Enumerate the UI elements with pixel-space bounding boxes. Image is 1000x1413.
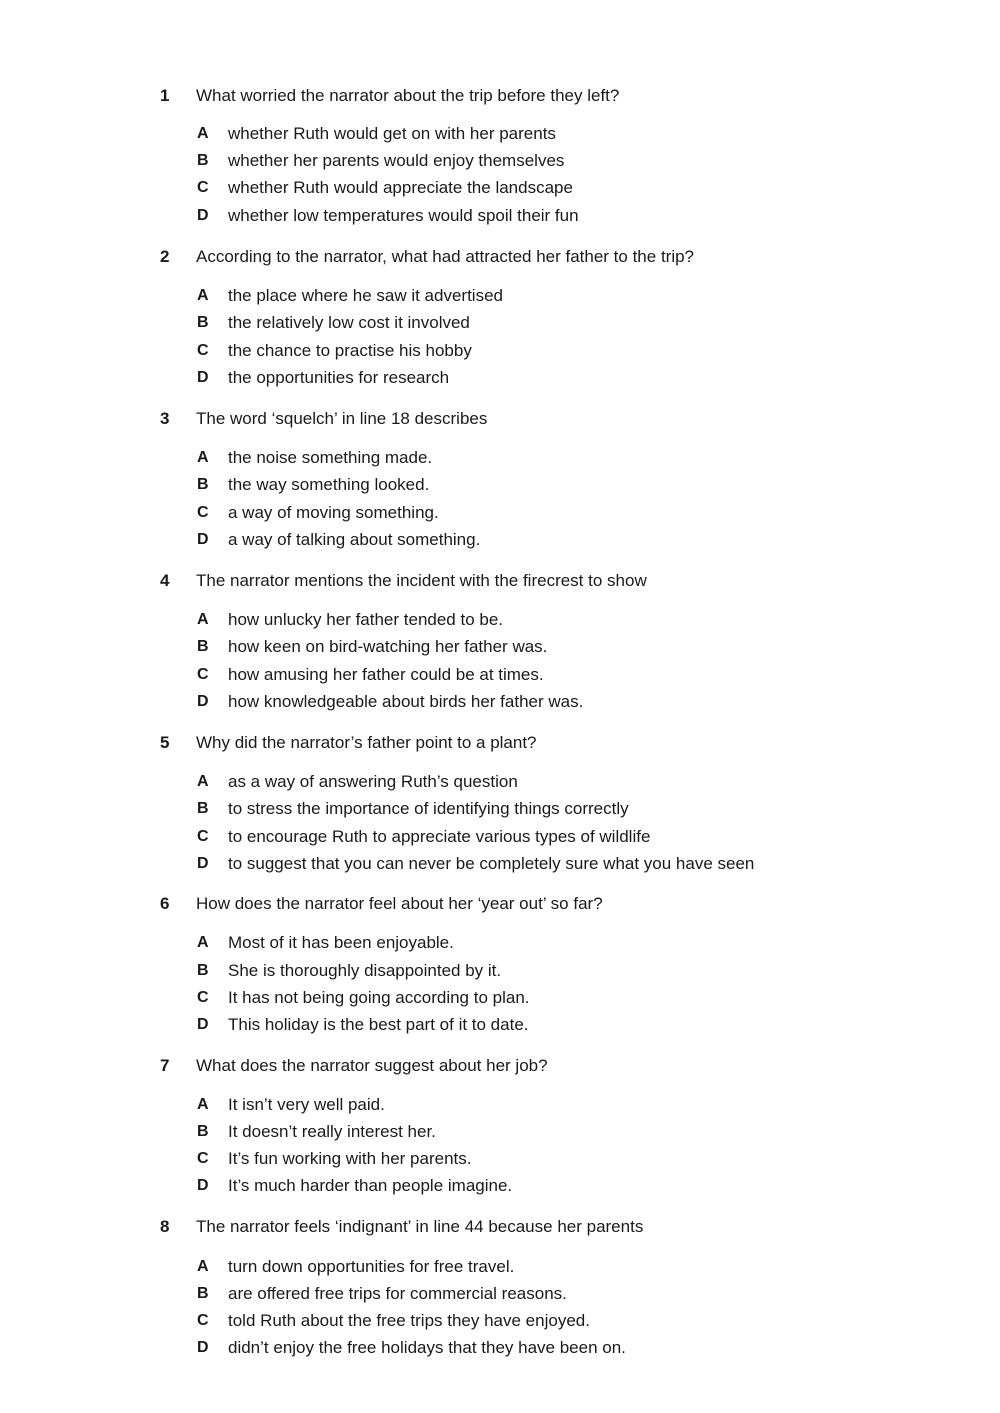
option-letter: A (197, 773, 209, 790)
question-number: 3 (160, 409, 170, 428)
option-text: the chance to practise his hobby (228, 341, 472, 360)
option-text: This holiday is the best part of it to date. (228, 1015, 529, 1034)
option-letter: C (197, 342, 209, 359)
option-letter: D (197, 207, 209, 224)
option-letter: C (197, 504, 209, 521)
option-b (0, 635, 1000, 661)
option-text: as a way of answering Ruth’s question (228, 772, 518, 791)
option-text: told Ruth about the free trips they have enjoyed. (228, 1311, 590, 1330)
question-number: 2 (160, 247, 170, 266)
option-c (0, 825, 1000, 851)
option-letter: D (197, 369, 209, 386)
question-text: What worried the narrator about the trip before they left? (196, 86, 620, 105)
question-number: 8 (160, 1217, 170, 1236)
option-text: how keen on bird-watching her father was. (228, 637, 548, 656)
option-letter: B (197, 1285, 209, 1302)
option-d (0, 528, 1000, 554)
option-letter: B (197, 800, 209, 817)
option-letter: D (197, 531, 209, 548)
question-number: 1 (160, 86, 170, 105)
option-a (0, 770, 1000, 796)
option-a (0, 446, 1000, 472)
option-text: the opportunities for research (228, 368, 450, 387)
option-b (0, 311, 1000, 337)
option-a (0, 122, 1000, 148)
option-b (0, 149, 1000, 175)
option-letter: A (197, 611, 209, 628)
option-text: It has not being going according to plan. (228, 988, 530, 1007)
option-letter: D (197, 1016, 209, 1033)
option-text: It’s much harder than people imagine. (228, 1176, 513, 1195)
question-header (0, 84, 1000, 112)
option-text: whether Ruth would appreciate the landscape (228, 178, 573, 197)
option-c (0, 501, 1000, 527)
option-b (0, 797, 1000, 823)
question-header (0, 245, 1000, 273)
option-c (0, 663, 1000, 689)
option-text: the noise something made. (228, 448, 433, 467)
option-a (0, 608, 1000, 634)
question-number: 5 (160, 733, 170, 752)
option-d (0, 1013, 1000, 1039)
option-letter: A (197, 1258, 209, 1275)
option-text: whether low temperatures would spoil their fun (228, 206, 579, 225)
question-number: 4 (160, 571, 170, 590)
option-text: It doesn’t really interest her. (228, 1122, 436, 1141)
option-letter: D (197, 1177, 209, 1194)
option-a (0, 1255, 1000, 1281)
option-letter: C (197, 666, 209, 683)
option-text: It’s fun working with her parents. (228, 1149, 472, 1168)
option-letter: C (197, 179, 209, 196)
question-header (0, 1215, 1000, 1243)
option-letter: C (197, 989, 209, 1006)
option-letter: A (197, 287, 209, 304)
option-c (0, 1309, 1000, 1335)
option-d (0, 690, 1000, 716)
option-text: a way of moving something. (228, 503, 439, 522)
question-text: How does the narrator feel about her ‘year out’ so far? (196, 894, 603, 913)
option-b (0, 1282, 1000, 1308)
question-text: Why did the narrator’s father point to a plant? (196, 733, 537, 752)
question-header (0, 407, 1000, 435)
option-d (0, 852, 1000, 878)
option-text: the relatively low cost it involved (228, 313, 470, 332)
option-letter: B (197, 1123, 209, 1140)
option-letter: C (197, 828, 209, 845)
option-text: how unlucky her father tended to be. (228, 610, 504, 629)
option-letter: A (197, 125, 209, 142)
option-a (0, 1093, 1000, 1119)
option-text: to stress the importance of identifying things correctly (228, 799, 629, 818)
option-letter: A (197, 1096, 209, 1113)
option-b (0, 473, 1000, 499)
option-b (0, 1120, 1000, 1146)
option-letter: A (197, 934, 209, 951)
option-text: the way something looked. (228, 475, 430, 494)
option-letter: D (197, 1339, 209, 1356)
option-text: the place where he saw it advertised (228, 286, 503, 305)
question-text: The narrator feels ‘indignant’ in line 44 because her parents (196, 1217, 644, 1236)
option-c (0, 986, 1000, 1012)
option-letter: B (197, 314, 209, 331)
option-d (0, 204, 1000, 230)
option-a (0, 284, 1000, 310)
option-text: She is thoroughly disappointed by it. (228, 961, 502, 980)
option-text: a way of talking about something. (228, 530, 481, 549)
option-text: to suggest that you can never be completely sure what you have seen (228, 854, 755, 873)
question-number: 6 (160, 894, 170, 913)
question-header (0, 892, 1000, 920)
option-d (0, 1336, 1000, 1362)
question-text: The word ‘squelch’ in line 18 describes (196, 409, 488, 428)
question-header (0, 731, 1000, 759)
option-letter: D (197, 693, 209, 710)
option-text: how knowledgeable about birds her father was. (228, 692, 584, 711)
option-b (0, 959, 1000, 985)
option-text: to encourage Ruth to appreciate various types of wildlife (228, 827, 651, 846)
option-c (0, 176, 1000, 202)
question-number: 7 (160, 1056, 170, 1075)
option-text: are offered free trips for commercial reasons. (228, 1284, 567, 1303)
option-text: turn down opportunities for free travel. (228, 1257, 515, 1276)
option-letter: B (197, 476, 209, 493)
option-c (0, 1147, 1000, 1173)
option-letter: C (197, 1312, 209, 1329)
question-text: What does the narrator suggest about her job? (196, 1056, 548, 1075)
option-letter: D (197, 855, 209, 872)
option-c (0, 339, 1000, 365)
option-text: It isn’t very well paid. (228, 1095, 385, 1114)
option-letter: B (197, 962, 209, 979)
option-text: how amusing her father could be at times. (228, 665, 544, 684)
option-text: didn’t enjoy the free holidays that they have been on. (228, 1338, 626, 1357)
option-text: whether her parents would enjoy themselves (228, 151, 565, 170)
option-letter: B (197, 638, 209, 655)
option-letter: C (197, 1150, 209, 1167)
option-text: Most of it has been enjoyable. (228, 933, 454, 952)
option-a (0, 931, 1000, 957)
question-header (0, 1054, 1000, 1082)
option-text: whether Ruth would get on with her parents (228, 124, 556, 143)
option-d (0, 1174, 1000, 1200)
question-header (0, 569, 1000, 597)
question-text: The narrator mentions the incident with the firecrest to show (196, 571, 647, 590)
option-d (0, 366, 1000, 392)
option-letter: B (197, 152, 209, 169)
option-letter: A (197, 449, 209, 466)
question-text: According to the narrator, what had attracted her father to the trip? (196, 247, 695, 266)
